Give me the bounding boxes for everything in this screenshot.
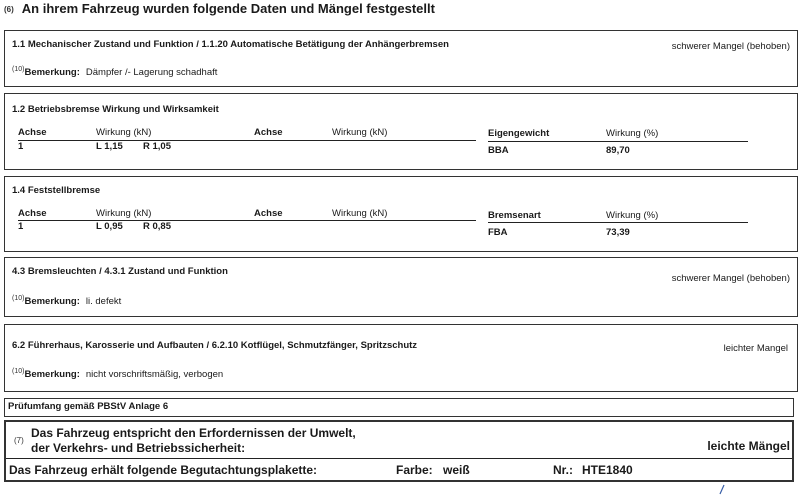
row-weight: BBA bbox=[488, 145, 509, 156]
col-axle: Achse bbox=[18, 208, 47, 219]
table-rule bbox=[488, 141, 748, 142]
col-effect: Wirkung (kN) bbox=[96, 208, 152, 219]
table-rule bbox=[18, 220, 476, 221]
badge-color-label: Farbe: bbox=[396, 463, 433, 477]
section-4-3-severity: schwerer Mangel (behoben) bbox=[671, 273, 790, 284]
row-right: R 1,05 bbox=[143, 141, 171, 152]
scope-text: Prüfumfang gemäß PBStV Anlage 6 bbox=[8, 401, 169, 412]
col-axle-2: Achse bbox=[254, 208, 283, 219]
section-1-4-heading: 1.4 Feststellbremse bbox=[12, 185, 101, 196]
section-4-3-heading: 4.3 Bremsleuchten / 4.3.1 Zustand und Funktion bbox=[12, 266, 228, 277]
col-effect: Wirkung (kN) bbox=[96, 127, 152, 138]
col-effect-2: Wirkung (kN) bbox=[332, 208, 388, 219]
col-axle-2: Achse bbox=[254, 127, 283, 138]
badge-number-value: HTE1840 bbox=[582, 463, 633, 477]
section-6-2-severity: leichter Mangel bbox=[723, 343, 788, 354]
conclusion-ref: (7) bbox=[14, 436, 24, 445]
remark-ref: (10) bbox=[12, 295, 25, 302]
row-brake-type: FBA bbox=[488, 227, 508, 238]
remark-text: nicht vorschriftsmäßig, verbogen bbox=[85, 369, 224, 381]
col-brake-type: Bremsenart bbox=[488, 210, 541, 221]
row-right: R 0,85 bbox=[143, 221, 171, 232]
section-1-1-severity: schwerer Mangel (behoben) bbox=[671, 41, 790, 52]
badge-text: Das Fahrzeug erhält folgende Begutachtungsplakette: bbox=[9, 463, 318, 477]
col-effect-2: Wirkung (kN) bbox=[332, 127, 388, 138]
section-4-3-remark bbox=[12, 295, 121, 307]
remark-ref: (10) bbox=[12, 66, 25, 73]
row-left: L 0,95 bbox=[96, 221, 123, 232]
row-axle: 1 bbox=[18, 221, 24, 232]
section-1-1-remark bbox=[12, 66, 217, 78]
section-1-2-heading: 1.2 Betriebsbremse Wirkung und Wirksamkeit bbox=[12, 104, 219, 115]
table-rule bbox=[488, 222, 748, 223]
table-rule bbox=[18, 140, 476, 141]
remark-ref: (10) bbox=[12, 368, 25, 375]
col-weight: Eigengewicht bbox=[488, 128, 550, 139]
section-6-2-remark bbox=[12, 368, 223, 380]
remark-text: Dämpfer /- Lagerung schadhaft bbox=[85, 67, 218, 79]
row-left: L 1,15 bbox=[96, 141, 123, 152]
badge-color-value: weiß bbox=[443, 463, 470, 477]
conclusion-divider bbox=[6, 458, 792, 459]
section-1-1-heading: 1.1 Mechanischer Zustand und Funktion / 1.1.20 Automatische Betätigung der Anhängerbremsen bbox=[12, 39, 449, 50]
remark-label: Bemerkung: bbox=[24, 67, 80, 79]
remark-text: li. defekt bbox=[85, 296, 122, 308]
col-effect-pct: Wirkung (%) bbox=[606, 210, 659, 221]
conclusion-line-2: der Verkehrs- und Betriebssicherheit: bbox=[31, 441, 246, 455]
row-pct: 73,39 bbox=[606, 227, 630, 238]
col-axle: Achse bbox=[18, 127, 47, 138]
row-axle: 1 bbox=[18, 141, 24, 152]
badge-number-label: Nr.: bbox=[553, 463, 574, 477]
remark-label: Bemerkung: bbox=[24, 369, 80, 381]
col-effect-pct: Wirkung (%) bbox=[606, 128, 659, 139]
section-6-2 bbox=[4, 324, 798, 392]
conclusion-result: leichte Mängel bbox=[707, 439, 790, 453]
row-pct: 89,70 bbox=[606, 145, 630, 156]
page-title bbox=[4, 1, 435, 16]
title-text: An ihrem Fahrzeug wurden folgende Daten und Mängel festgestellt bbox=[21, 1, 435, 16]
title-ref: (6) bbox=[4, 5, 14, 15]
pen-mark bbox=[710, 484, 730, 495]
conclusion-line-1: Das Fahrzeug entspricht den Erfordernissen der Umwelt, bbox=[31, 426, 356, 440]
remark-label: Bemerkung: bbox=[24, 296, 80, 308]
section-6-2-heading: 6.2 Führerhaus, Karosserie und Aufbauten / 6.2.10 Kotflügel, Schmutzfänger, Spritzschutz bbox=[12, 340, 418, 351]
